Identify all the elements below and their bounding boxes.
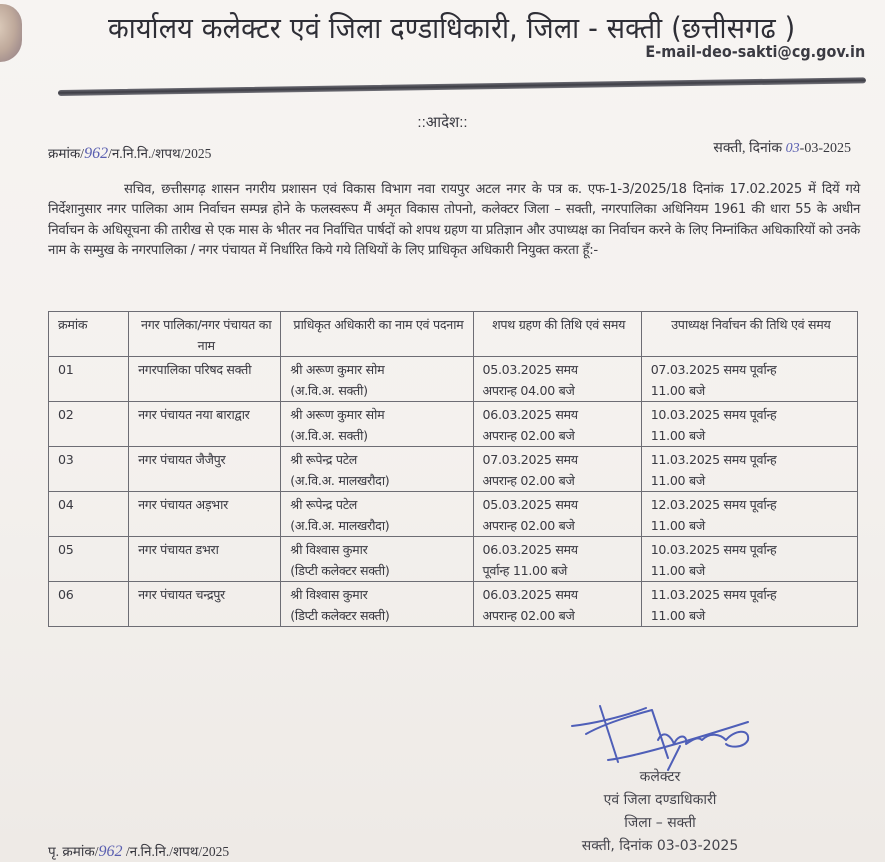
- col-header-vp-election-datetime: उपाध्यक्ष निर्वाचन की तिथि एवं समय: [641, 312, 857, 357]
- cell-vp: [641, 402, 857, 447]
- ref-prefix: क्रमांक/: [48, 146, 85, 161]
- vp-time: 11.00 बजे: [650, 428, 705, 443]
- date-suffix: -03-2025: [799, 141, 851, 156]
- oath-time: अपरान्ह 02.00 बजे: [482, 518, 575, 533]
- cell-officer: [281, 582, 473, 627]
- cell-vp: [641, 492, 857, 537]
- cell-sno: 01: [49, 357, 129, 402]
- col-header-officer: प्राधिकृत अधिकारी का नाम एवं पदनाम: [281, 312, 473, 357]
- col-header-oath-datetime: शपथ ग्रहण की तिथि एवं समय: [473, 312, 641, 357]
- signatory-district: जिला – सक्ती: [624, 815, 696, 831]
- office-title: कार्यालय कलेक्टर एवं जिला दण्डाधिकारी, जिला - सक्ती (छत्तीसगढ ): [108, 11, 796, 45]
- cell-oath: [473, 537, 641, 582]
- oath-date: 05.03.2025 समय: [482, 362, 578, 377]
- col-header-sno: क्रमांक: [49, 312, 129, 357]
- cell-officer: [281, 402, 473, 447]
- vp-time: 11.00 बजे: [650, 608, 705, 623]
- handwritten-date: 03: [785, 141, 800, 156]
- order-title: ::आदेश::: [417, 114, 468, 131]
- oath-time: अपरान्ह 02.00 बजे: [482, 608, 575, 623]
- cell-body-name: नगर पंचायत नया बाराद्वार: [129, 402, 281, 447]
- authorized-officers-table: [48, 311, 858, 627]
- endorsement-prefix: पृ. क्रमांक/: [48, 844, 99, 859]
- table-row: [49, 447, 858, 492]
- signature-date: सक्ती, दिनांक 03-03-2025: [581, 838, 739, 854]
- vp-time: 11.00 बजे: [650, 563, 705, 578]
- header-divider: [58, 77, 866, 96]
- officer-designation: (अ.वि.अ. सक्ती): [290, 428, 368, 443]
- cell-officer: [281, 447, 473, 492]
- cell-oath: [473, 402, 641, 447]
- table-row: [49, 357, 858, 402]
- oath-date: 06.03.2025 समय: [482, 587, 578, 602]
- vp-date: 12.03.2025 समय पूर्वान्ह: [650, 497, 777, 512]
- table-row: [49, 492, 858, 537]
- oath-date: 06.03.2025 समय: [482, 407, 578, 422]
- vp-time: 11.00 बजे: [650, 473, 705, 488]
- oath-date: 07.03.2025 समय: [482, 452, 578, 467]
- cell-sno: 04: [49, 492, 129, 537]
- oath-date: 06.03.2025 समय: [482, 542, 578, 557]
- order-body: [48, 180, 860, 262]
- endorsement-reference: [48, 842, 229, 861]
- handwritten-endorsement-number: 962: [98, 843, 123, 860]
- table-row: [49, 537, 858, 582]
- officer-name: श्री अरूण कुमार सोम: [290, 407, 385, 422]
- officer-name: श्री विश्वास कुमार: [290, 542, 368, 557]
- officer-designation: (डिप्टी कलेक्टर सक्ती): [290, 563, 390, 578]
- table-row: [49, 402, 858, 447]
- vp-date: 07.03.2025 समय पूर्वान्ह: [650, 362, 777, 377]
- cell-body-name: नगर पंचायत अड़भार: [129, 492, 281, 537]
- cell-oath: [473, 447, 641, 492]
- signatory-title: कलेक्टर: [639, 769, 681, 785]
- officer-designation: (डिप्टी कलेक्टर सक्ती): [290, 608, 390, 623]
- vp-time: 11.00 बजे: [650, 383, 705, 398]
- table-header-row: [49, 312, 858, 357]
- table-row: [49, 582, 858, 627]
- officer-name: श्री अरूण कुमार सोम: [290, 362, 385, 377]
- cell-body-name: नगर पंचायत चन्द्रपुर: [129, 582, 281, 627]
- vp-date: 11.03.2025 समय पूर्वान्ह: [650, 587, 777, 602]
- cell-sno: 02: [49, 402, 129, 447]
- cell-oath: [473, 357, 641, 402]
- cell-oath: [473, 492, 641, 537]
- order-paragraph: सचिव, छत्तीसगढ़ शासन नगरीय प्रशासन एवं विकास विभाग नवा रायपुर अटल नगर के पत्र क. एफ-1-3/2025/18 दिनांक 17.02.2025 में दियें गये निर्देशानुसार नगर पालिका आम निर्वाचन सम्पन्न होने के फलस्वरूप मैं अमृत विकास तोपनो, कलेक्टर जिला – सक्ती, नगरपालिका अधिनियम 1961 की धारा 55 के अधीन निर्वाचन के अधिसूचना की तारीख से एक मास के भीतर नव निर्वाचित पार्षदों को शपथ ग्रहण या प्रतिज्ञान और उपाध्यक्ष का निर्वाचन करने के लिए निम्नांकित अधिकारियों को उनके नाम के सम्मुख के नगरपालिका / नगर पंचायत में निर्धारित किये गये तिथियों के लिए प्राधिकृत अधिकारी नियुक्त करता हूँ:-: [48, 182, 860, 259]
- cell-vp: [641, 582, 857, 627]
- vp-date: 10.03.2025 समय पूर्वान्ह: [650, 542, 777, 557]
- cell-vp: [641, 447, 857, 492]
- signatory-designation: एवं जिला दण्डाधिकारी: [603, 792, 717, 808]
- finger-shadow: [0, 4, 22, 62]
- cell-body-name: नगरपालिका परिषद सक्ती: [129, 357, 281, 402]
- reference-number: [48, 144, 211, 163]
- vp-time: 11.00 बजे: [650, 518, 705, 533]
- vp-date: 11.03.2025 समय पूर्वान्ह: [650, 452, 777, 467]
- officer-designation: (अ.वि.अ. सक्ती): [290, 383, 368, 398]
- cell-body-name: नगर पंचायत डभरा: [129, 537, 281, 582]
- officer-name: श्री विश्वास कुमार: [290, 587, 368, 602]
- cell-officer: [281, 357, 473, 402]
- cell-body-name: नगर पंचायत जैजैपुर: [129, 447, 281, 492]
- col-header-body-name: नगर पालिका/नगर पंचायत का नाम: [129, 312, 281, 357]
- endorsement-suffix: /न.नि.नि./शपथ/2025: [122, 844, 230, 859]
- cell-officer: [281, 537, 473, 582]
- vp-date: 10.03.2025 समय पूर्वान्ह: [650, 407, 777, 422]
- cell-sno: 03: [49, 447, 129, 492]
- oath-date: 05.03.2025 समय: [482, 497, 578, 512]
- officer-designation: (अ.वि.अ. मालखरौदा): [290, 518, 390, 533]
- oath-time: अपरान्ह 02.00 बजे: [482, 473, 575, 488]
- cell-sno: 05: [49, 537, 129, 582]
- oath-time: अपरान्ह 04.00 बजे: [482, 383, 575, 398]
- office-email: E-mail-deo-sakti@cg.gov.in: [645, 42, 865, 61]
- place-date-prefix: सक्ती, दिनांक: [713, 141, 786, 156]
- oath-time: अपरान्ह 02.00 बजे: [482, 428, 575, 443]
- cell-officer: [281, 492, 473, 537]
- officer-designation: (अ.वि.अ. मालखरौदा): [290, 473, 390, 488]
- cell-sno: 06: [49, 582, 129, 627]
- cell-oath: [473, 582, 641, 627]
- cell-vp: [641, 537, 857, 582]
- order-place-date: [713, 138, 851, 157]
- oath-time: पूर्वान्ह 11.00 बजे: [482, 563, 568, 578]
- officer-name: श्री रूपेन्द्र पटेल: [290, 497, 358, 512]
- signature-block: [540, 766, 780, 858]
- ref-suffix: /न.नि.नि./शपथ/2025: [108, 146, 212, 161]
- cell-vp: [641, 357, 857, 402]
- officer-name: श्री रूपेन्द्र पटेल: [290, 452, 358, 467]
- handwritten-ref-number: 962: [84, 145, 109, 162]
